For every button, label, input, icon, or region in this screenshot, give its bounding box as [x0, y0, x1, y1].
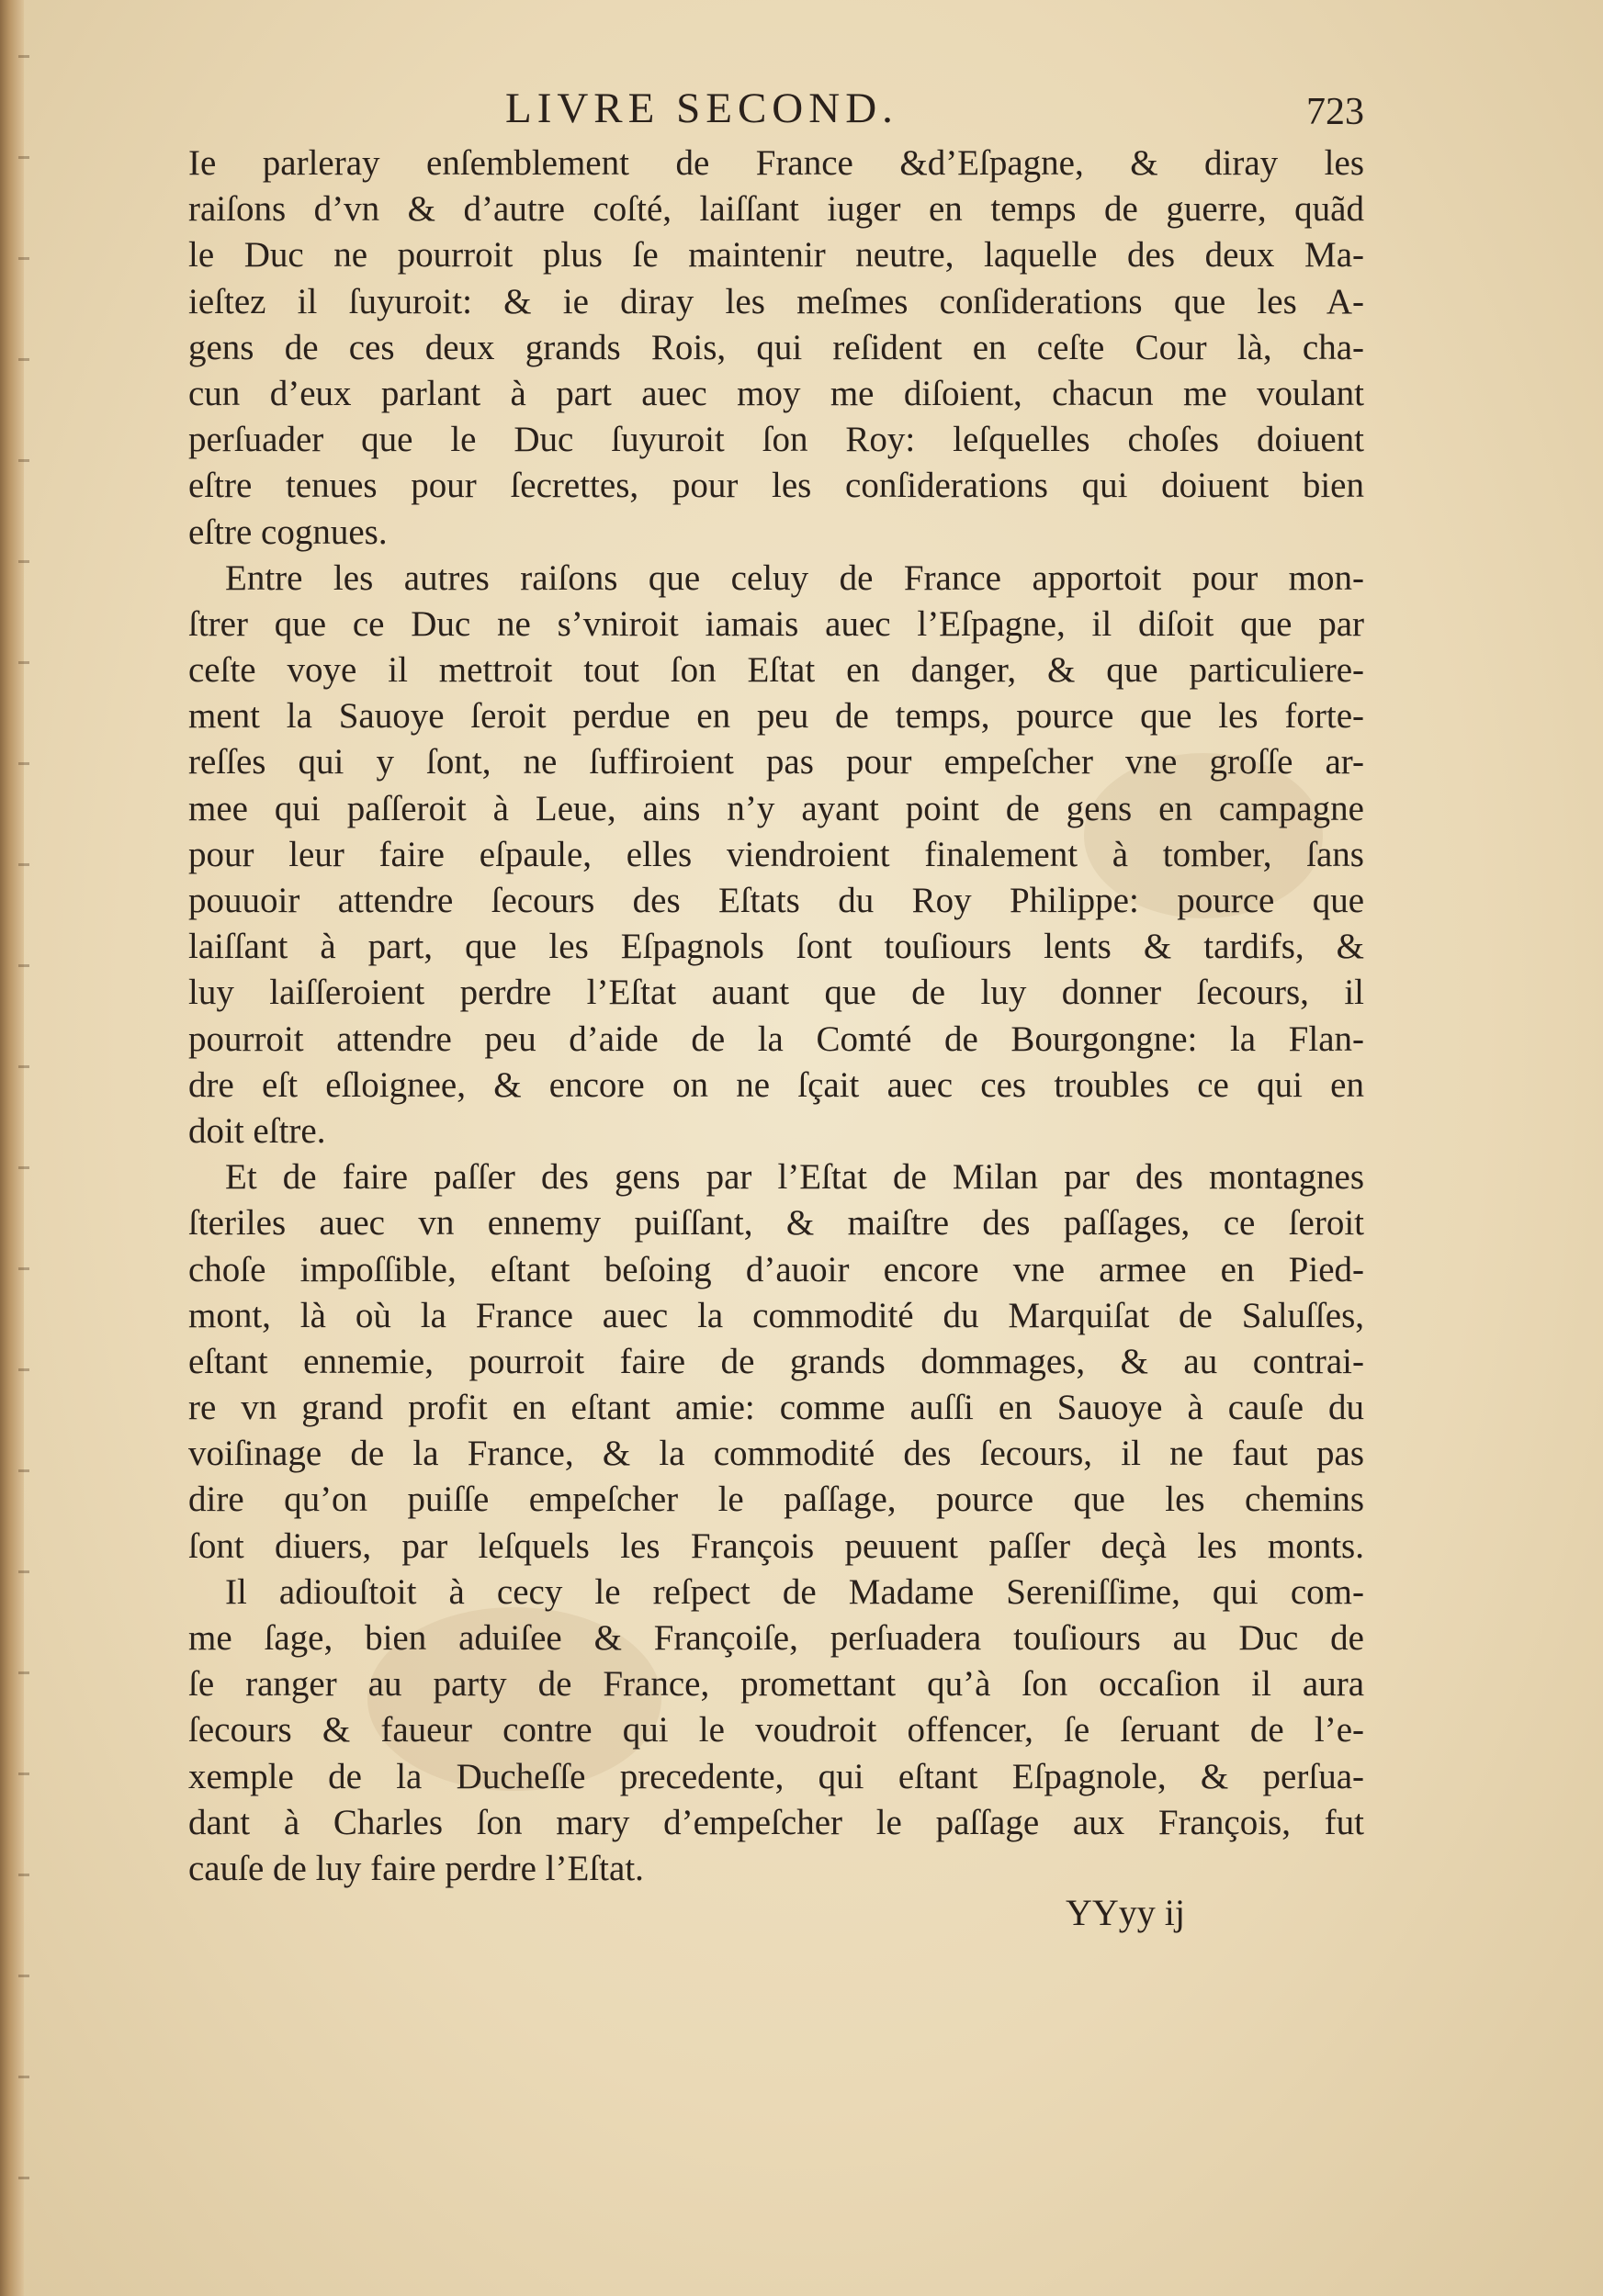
text-line: raiſons d’vn & d’autre coſté, laiſſant iuger en temps de guerre, quãd [188, 189, 1364, 230]
paragraph-4 [188, 1570, 1364, 1892]
text-line: ceſte voye il mettroit tout ſon Eſtat en danger, & que particuliere- [188, 650, 1364, 691]
text-line: luy laiſſeroient perdre l’Eſtat auant que de luy donner ſecours, il [188, 973, 1364, 1013]
text-line: doit eſtre. [188, 1110, 326, 1151]
text-line: ſtrer que ce Duc ne s’vniroit iamais auec l’Eſpagne, il diſoit que par [188, 603, 1364, 644]
text-line: Entre les autres raiſons que celuy de France apportoit pour mon- [225, 557, 1364, 598]
text-line: gens de ces deux grands Rois, qui reſident en ceſte Cour là, cha- [188, 327, 1364, 367]
page-number: 723 [1306, 91, 1364, 133]
text-line: mee qui paſſeroit à Leue, ains n’y ayant point de gens en campagne [188, 788, 1364, 828]
text-line: pour leur faire eſpaule, elles viendroient finalement à tomber, ſans [188, 834, 1364, 874]
paragraph-2 [188, 556, 1364, 1154]
paragraph-1 [188, 141, 1364, 556]
page-header [188, 81, 1364, 136]
binding-marks [18, 55, 29, 2241]
text-line: ſecours & faueur contre qui le voudroit offencer, ſe ſeruant de l’e- [188, 1710, 1364, 1750]
text-line: eſtre cognues. [188, 512, 388, 552]
body-text [188, 141, 1364, 1892]
text-line: xemple de la Ducheſſe precedente, qui eſtant Eſpagnole, & perſua- [188, 1756, 1364, 1796]
text-line: mont, là où la France auec la commodité du Marquiſat de Saluſſes, [188, 1295, 1364, 1335]
text-line: ſont diuers, par leſquels les François peuuent paſſer deçà les monts. [188, 1525, 1364, 1566]
text-line: pouuoir attendre ſecours des Eſtats du Roy Philippe: pource que [188, 881, 1364, 920]
paragraph-3 [188, 1154, 1364, 1570]
text-line: me ſage, bien aduiſee & Françoiſe, perſuadera touſiours au Duc de [188, 1618, 1364, 1658]
text-line: eſtre tenues pour ſecrettes, pour les conſiderations qui doiuent bien [188, 466, 1364, 506]
text-line: re vn grand profit en eſtant amie: comme auſſi en Sauoye à cauſe du [188, 1388, 1364, 1428]
text-line: ieſtez il ſuyuroit: & ie diray les meſmes conſiderations que les A- [188, 281, 1364, 321]
text-line: ſe ranger au party de France, promettant qu’à ſon occaſion il aura [188, 1664, 1364, 1705]
text-line: Ie parleray enſemblement de France &d’Eſpagne, & diray les [188, 143, 1364, 183]
signature-mark: YYyy ij [1066, 1892, 1185, 1933]
text-line: Et de faire paſſer des gens par l’Eſtat de Milan par des montagnes [225, 1157, 1364, 1198]
text-line: reſſes qui y ſont, ne ſuffiroient pas pour empeſcher vne groſſe ar- [188, 742, 1364, 782]
text-line: ſteriles auec vn ennemy puiſſant, & maiſtre des paſſages, ce ſeroit [188, 1203, 1364, 1244]
text-line: ment la Sauoye ſeroit perdue en peu de temps, pource que les forte- [188, 696, 1364, 737]
text-line: dire qu’on puiſſe empeſcher le paſſage, pource que les chemins [188, 1480, 1364, 1520]
text-line: dant à Charles ſon mary d’empeſcher le paſſage aux François, fut [188, 1802, 1364, 1842]
running-title: LIVRE SECOND. [505, 84, 898, 132]
text-line: eſtant ennemie, pourroit faire de grands dommages, & au contrai- [188, 1341, 1364, 1381]
text-line: pourroit attendre peu d’aide de la Comté de Bourgongne: la Flan- [188, 1019, 1364, 1059]
text-line: choſe impoſſible, eſtant beſoing d’auoir encore vne armee en Pied- [188, 1249, 1364, 1289]
text-line: perſuader que le Duc ſuyuroit ſon Roy: leſquelles choſes doiuent [188, 420, 1364, 460]
text-line: le Duc ne pourroit plus ſe maintenir neutre, laquelle des deux Ma- [188, 235, 1364, 276]
text-line: voiſinage de la France, & la commodité des ſecours, il ne faut pas [188, 1434, 1364, 1474]
text-line: Il adiouſtoit à cecy le reſpect de Madame Sereniſſime, qui com- [225, 1571, 1364, 1612]
text-line: laiſſant à part, que les Eſpagnols ſont touſiours lents & tardifs, & [188, 927, 1364, 967]
text-line: dre eſt eſloignee, & encore on ne ſçait auec ces troubles ce qui en [188, 1064, 1364, 1105]
text-line: cun d’eux parlant à part auec moy me diſoient, chacun me voulant [188, 373, 1364, 413]
text-line: cauſe de luy faire perdre l’Eſtat. [188, 1848, 644, 1888]
